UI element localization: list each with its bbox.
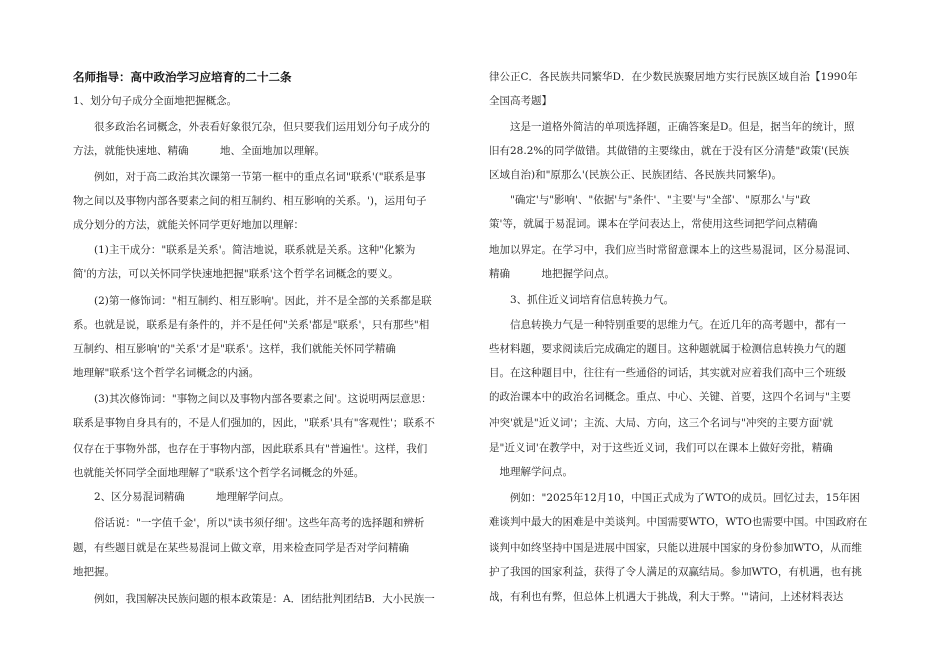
paragraph-line: 物之间以及事物内部各要素之间的相互制约、相互影响的关系。')，运用句子 xyxy=(73,195,427,207)
paragraph-line: 全国高考题】 xyxy=(489,95,552,107)
paragraph-line: 是"近义词'在教学中，对于这些近义词，我们可以在课本上做好旁批，精确 xyxy=(489,442,833,454)
paragraph-line: 例如，我国解决民族问题的根本政策是：A．团结批判团结B．大小民族一 xyxy=(73,593,435,605)
section-heading-1: 1、划分句子成分全面地把握概念。 xyxy=(73,95,238,107)
paragraph-line: 成分划分的方法，就能关怀同学更好地加以理解： xyxy=(73,219,304,231)
paragraph-line: 谈判中如终坚持中国是进展中国家，只能以进展中国家的身份参加WTO，从而维 xyxy=(489,542,862,554)
paragraph-line: (2)第一修饰词："相互制约、相互影响'。因此，并不是全部的关系都是联 xyxy=(73,295,432,307)
paragraph-line: 信息转换力气是一种特别重要的思维力气。在近几年的高考题中，都有一 xyxy=(489,319,846,331)
paragraph-line: 精确 地把握学问点。 xyxy=(489,268,615,280)
paragraph-line: 仅存在于事物外部，也存在于事物内部，因此联系具有"普遍性'。这样，我们 xyxy=(73,443,428,455)
paragraph-line: 策'等，就属于易混词。课本在学问表达上，常使用这些词把学问点精确 xyxy=(489,218,818,230)
paragraph-line: 地理解"联系'这个哲学名词概念的内涵。 xyxy=(73,367,260,379)
paragraph-line: 的政治课本中的政治名词概念。重点、中心、关键、首要，这四个名词与"主要 xyxy=(489,391,851,403)
paragraph-line: (3)其次修饰词："事物之间以及事物内部各要素之间'。这说明两层意思： xyxy=(73,393,432,405)
paragraph-line: "确定'与"影响'、"依据'与"条件'、"主要'与"全部'、"原那么'与"政 xyxy=(489,194,811,206)
paragraph-line: 简'的方法，可以关怀同学快速地把握"联系'这个哲学名词概念的要义。 xyxy=(73,268,399,280)
paragraph-line: 系。也就是说，联系是有条件的，并不是任何"关系'都是"联系'，只有那些"相 xyxy=(73,319,430,331)
paragraph-line: 目。在这种题目中，往往有一些通俗的词话，其实就对应着我们高中三个班级 xyxy=(489,367,846,379)
paragraph-line: 冲突'就是"近义词'；主流、大局、方向，这三个名词与"冲突的主要方面'就 xyxy=(489,417,833,429)
paragraph-line: 地理解学问点。 xyxy=(489,466,573,478)
paragraph-line: 战，有利也有弊，但总体上机遇大于挑战，利大于弊。'"请问，上述材料表达 xyxy=(489,591,844,603)
paragraph-line: (1)主干成分："联系是关系'。简洁地说，联系就是关系。这种"化繁为 xyxy=(73,244,416,256)
paragraph-line: 地加以界定。在学习中，我们应当时常留意课本上的这些易混词，区分易混词、 xyxy=(489,244,857,256)
paragraph-line: 也就能关怀同学全面地理解了"联系'这个哲学名词概念的外延。 xyxy=(73,467,365,479)
paragraph-line: 区域自治)和"原那么'(民族公正、民族团结、各民族共同繁华)。 xyxy=(489,169,783,181)
paragraph-line: 题，有些题目就是在某些易混词上做文章，用来检查同学是否对学问精确 xyxy=(73,542,409,554)
article-title: 名师指导：高中政治学习应培育的二十二条 xyxy=(73,70,292,84)
paragraph-line: 这是一道格外简洁的单项选择题，正确答案是D。但是，据当年的统计，照 xyxy=(489,121,855,133)
section-heading-3: 3、抓住近义词培育信息转换力气。 xyxy=(489,294,675,306)
paragraph-line: 联系是事物自身具有的，不是人们强加的，因此，"联系'具有"客观性'；联系不 xyxy=(73,417,435,429)
paragraph-line: 方法，就能快速地、精确 地、全面地加以理解。 xyxy=(73,145,325,157)
paragraph-line: 旧有28.2%的同学做错。其做错的主要缘由，就在于没有区分清楚"政策'(民族 xyxy=(489,145,850,157)
paragraph-line: 例如，对于高二政治其次课第一节第一框中的重点名词"联系'("联系是事 xyxy=(73,171,426,183)
paragraph-line: 互制约、相互影响'的"关系'才是"联系'。这样，我们就能关怀同学精确 xyxy=(73,343,396,355)
paragraph-line: 律公正C．各民族共同繁华D．在少数民族聚居地方实行民族区域自治【1990年 xyxy=(489,71,858,83)
paragraph-line: 难谈判中最大的困难是中美谈判。中国需要WTO，WTO也需要中国。中国政府在 xyxy=(489,516,868,528)
section-heading-2: 2、区分易混词精确 地理解学问点。 xyxy=(73,491,290,503)
paragraph-line: 护了我国的国家利益，获得了令人满足的双赢结局。参加WTO，有机遇，也有挑 xyxy=(489,566,862,578)
paragraph-line: 俗话说："一字值千金'，所以"读书须仔细'。这些年高考的选择题和辨析 xyxy=(73,517,425,529)
paragraph-line: 例如："2025年12月10，中国正式成为了WTO的成员。回忆过去，15年困 xyxy=(489,492,861,504)
paragraph-line: 地把握。 xyxy=(73,566,115,578)
paragraph-line: 些材料题，要求阅读后完成确定的题目。这种题就属于检测信息转换力气的题 xyxy=(489,343,846,355)
paragraph-line: 很多政治名词概念，外表看好象很冗杂，但只要我们运用划分句子成分的 xyxy=(73,121,430,133)
